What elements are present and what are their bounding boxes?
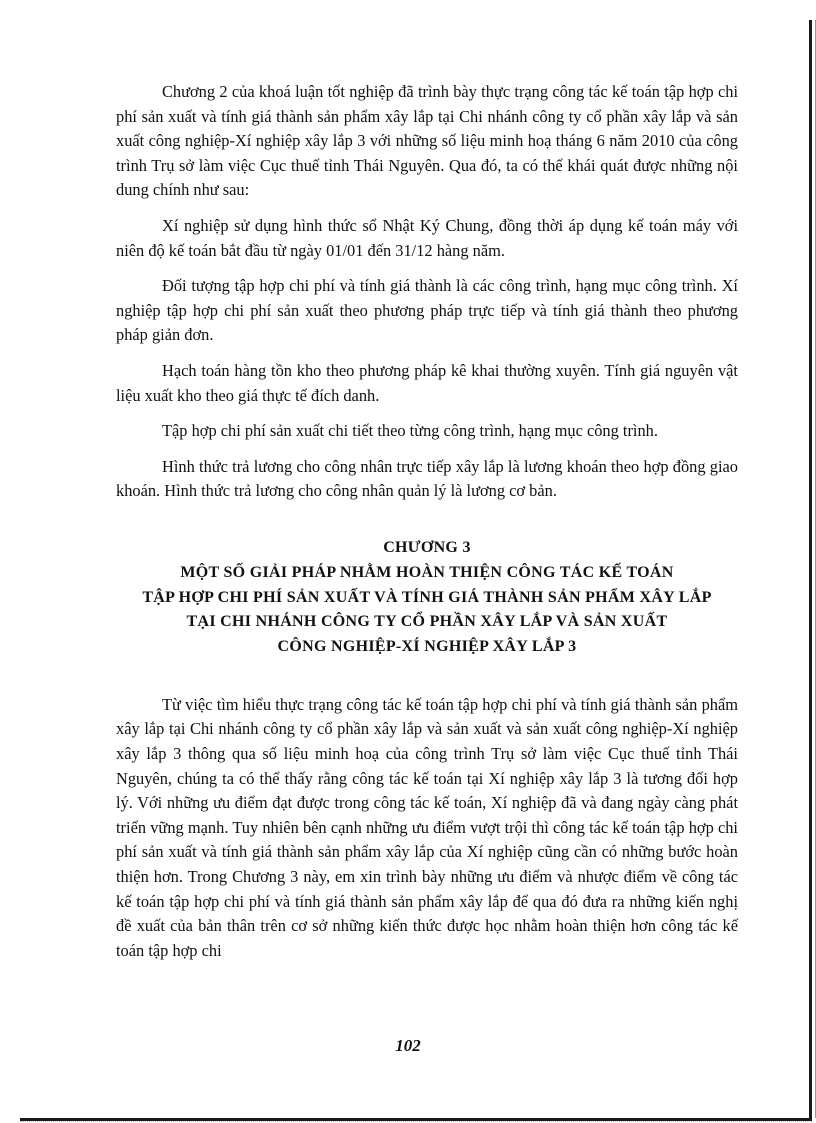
chapter-title-line: MỘT SỐ GIẢI PHÁP NHẰM HOÀN THIỆN CÔNG TÁC KẾ TOÁN — [180, 563, 674, 581]
chapter-title-line: CÔNG NGHIỆP-XÍ NGHIỆP XÂY LẮP 3 — [277, 638, 577, 656]
chapter-title-line: TẬP HỢP CHI PHÍ SẢN XUẤT VÀ TÍNH GIÁ THÀNH SẢN PHẨM XÂY LẮP — [142, 588, 712, 606]
paragraph: Xí nghiệp sử dụng hình thức sổ Nhật Ký Chung, đồng thời áp dụng kế toán máy với niên độ kế toán bắt đầu từ ngày 01/01 đến 31/12 hàng năm. — [116, 215, 738, 260]
chapter-title-line: TẠI CHI NHÁNH CÔNG TY CỔ PHẦN XÂY LẮP VÀ SẢN XUẤT — [186, 613, 668, 631]
paragraph: Chương 2 của khoá luận tốt nghiệp đã trình bày thực trạng công tác kế toán tập hợp chi phí sản xuất và tính giá thành sản phẩm xây lắp tại Chi nhánh công ty cổ phần xây lắp và sản xuất công nghiệp-Xí nghiệp xây lắp 3 với những số liệu minh hoạ tháng 6 năm 2010 của công trình Trụ sở làm việc Cục thuế tỉnh Thái Nguyên. Qua đó, ta có thể khái quát được những nội dung chính như sau: — [116, 82, 738, 200]
page-number: 102 — [395, 1036, 421, 1055]
chapter-label: CHƯƠNG 3 — [383, 538, 471, 556]
paragraph: Tập hợp chi phí sản xuất chi tiết theo từng công trình, hạng mục công trình. — [162, 421, 658, 441]
paragraph: Hình thức trả lương cho công nhân trực tiếp xây lắp là lương khoán theo hợp đồng giao khoán. Hình thức trả lương cho công nhân quản lý là lương cơ bản. — [116, 456, 738, 501]
paragraph: Đối tượng tập hợp chi phí và tính giá thành là các công trình, hạng mục công trình. Xí nghiệp tập hợp chi phí sản xuất theo phương pháp trực tiếp và tính giá thành theo phương pháp giản đơn. — [116, 276, 738, 345]
chapter-heading — [116, 536, 738, 660]
paragraph: Hạch toán hàng tồn kho theo phương pháp kê khai thường xuyên. Tính giá nguyên vật liệu xuất kho theo giá thực tế đích danh. — [116, 360, 738, 405]
bottom-divider — [20, 1121, 812, 1122]
document-body — [116, 80, 738, 974]
paragraph: Từ việc tìm hiểu thực trạng công tác kế toán tập hợp chi phí và tính giá thành sản phẩm xây lắp tại Chi nhánh công ty cổ phần xây lắp và sản xuất và sản xuất công nghiệp-Xí nghiệp xây lắp 3 thông qua số liệu minh hoạ của công trình Trụ sở làm việc Cục thuế tỉnh Thái Nguyên, chúng ta có thể thấy rằng công tác kế toán tại Xí nghiệp xây lắp 3 là tương đối hợp lý. Với những ưu điểm đạt được trong công tác kế toán, Xí nghiệp đã và đang ngày càng phát triển vững mạnh. Tuy nhiên bên cạnh những ưu điểm vượt trội thì công tác kế toán tập hợp chi phí sản xuất và tính giá thành sản phẩm xây lắp của Xí nghiệp cũng cần có những bước hoàn thiện hơn. Trong Chương 3 này, em xin trình bày những ưu điểm và nhược điểm về công tác kế toán tập hợp chi phí và tính giá thành sản phẩm xây lắp để qua đó đưa ra những kiến nghị đề xuất của bản thân trên cơ sở những kiến thức được học nhằm hoàn thiện hơn công tác kế toán tập hợp chi — [116, 694, 738, 960]
